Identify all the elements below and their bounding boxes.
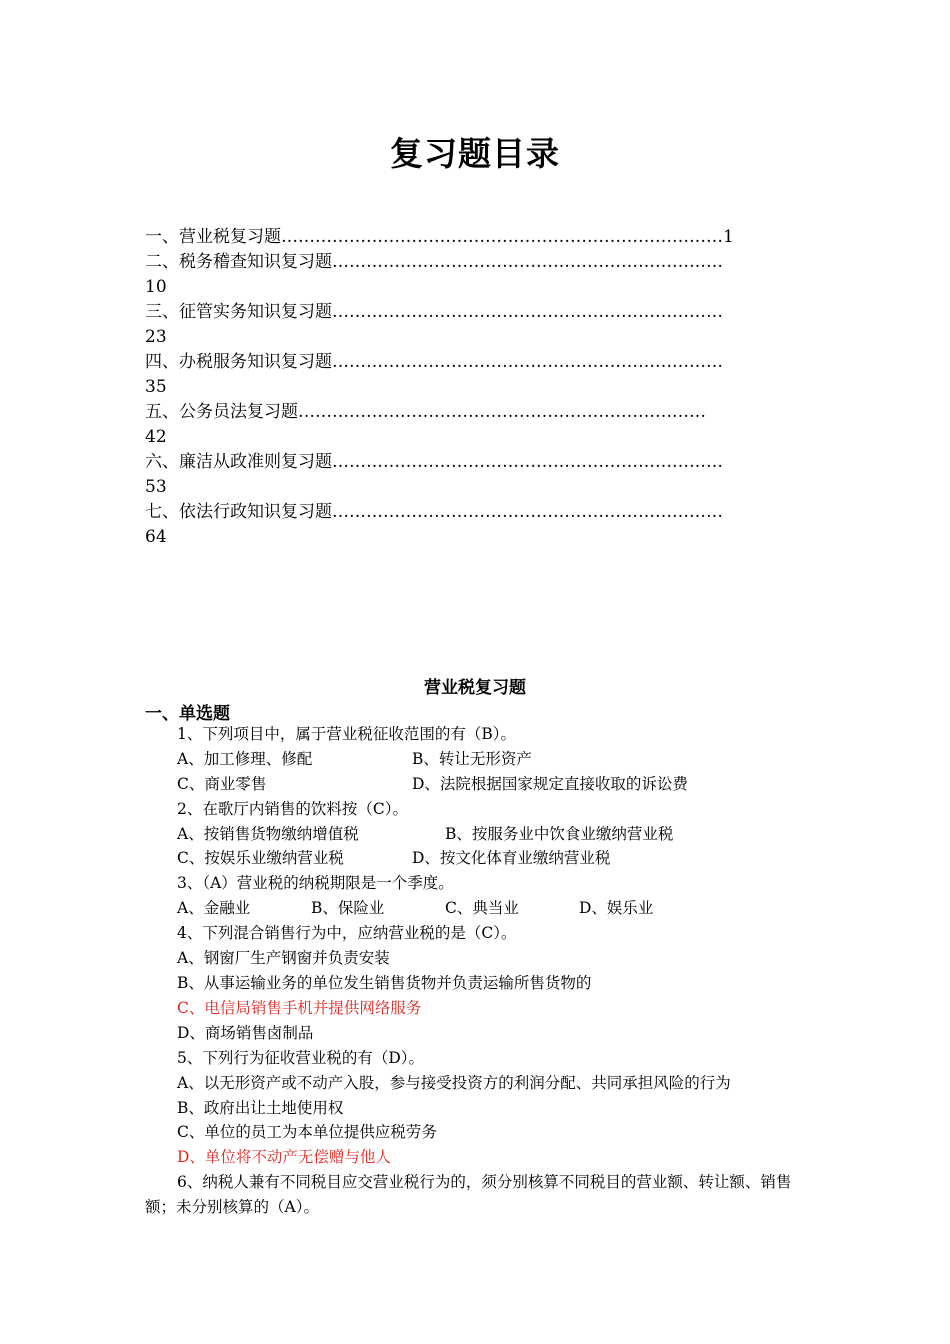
section-title: 营业税复习题 xyxy=(424,678,526,698)
toc-dots: …………………………………………………………… xyxy=(332,302,723,322)
question-3: 3、（A）营业税的纳税期限是一个季度。 xyxy=(177,874,454,893)
options-row xyxy=(145,747,805,772)
toc-label: 二、税务稽查知识复习题 xyxy=(145,252,332,272)
toc-page: 35 xyxy=(145,377,167,397)
toc-label: 七、依法行政知识复习题 xyxy=(145,502,332,522)
toc-item-3[interactable] xyxy=(145,300,805,350)
option-d: D、法院根据国家规定直接收取的诉讼费 xyxy=(412,774,688,793)
question-1: 1、下列项目中，属于营业税征收范围的有（B）。 xyxy=(177,725,517,743)
toc-dots: …………………………………………………………… xyxy=(332,252,723,272)
question-6: 6、纳税人兼有不同税目应交营业税行为的，须分别核算不同税目的营业额、转让额、销售额；未分别核算的（A）。 xyxy=(145,1173,792,1217)
option-b: B、保险业 xyxy=(311,899,385,918)
options-row xyxy=(145,896,805,921)
page-title: 复习题目录 xyxy=(390,134,560,173)
option-a: A、钢窗厂生产钢窗并负责安装 xyxy=(177,949,390,968)
option-d-answer: D、单位将不动产无偿赠与他人 xyxy=(177,1148,391,1167)
toc-dots: …………………………………………………………… xyxy=(332,352,723,372)
toc-dots: ……………………………………………………………… xyxy=(298,402,706,422)
option-d: D、按文化体育业缴纳营业税 xyxy=(412,849,611,868)
section-heading: 一、单选题 xyxy=(145,704,230,724)
toc-item-5[interactable] xyxy=(145,400,805,450)
option-d: D、商场销售卤制品 xyxy=(177,1023,314,1042)
option-a: A、金融业 xyxy=(177,899,251,918)
option-b: B、转让无形资产 xyxy=(412,749,532,768)
toc-item-2[interactable] xyxy=(145,250,805,300)
option-c: C、商业零售 xyxy=(177,774,267,793)
option-c: C、典当业 xyxy=(445,899,519,918)
toc-page: 10 xyxy=(145,277,167,297)
toc-label: 六、廉洁从政准则复习题 xyxy=(145,452,332,472)
option-a: A、以无形资产或不动产入股，参与接受投资方的利润分配、共同承担风险的行为 xyxy=(177,1073,731,1092)
toc-page: 42 xyxy=(145,427,167,447)
option-a: A、按销售货物缴纳增值税 xyxy=(177,824,359,843)
toc-item-7[interactable] xyxy=(145,500,805,550)
options-row xyxy=(145,846,805,871)
option-c: C、按娱乐业缴纳营业税 xyxy=(177,849,344,868)
toc-item-6[interactable] xyxy=(145,450,805,500)
question-5: 5、下列行为征收营业税的有（D）。 xyxy=(177,1048,425,1067)
toc-label: 四、办税服务知识复习题 xyxy=(145,352,332,372)
toc-page: 53 xyxy=(145,477,167,497)
options-row xyxy=(145,772,805,797)
toc-dots: …………………………………………………………… xyxy=(332,452,723,472)
option-b: B、按服务业中饮食业缴纳营业税 xyxy=(445,824,674,843)
option-d: D、娱乐业 xyxy=(579,899,654,918)
toc-item-4[interactable] xyxy=(145,350,805,400)
question-4: 4、下列混合销售行为中，应纳营业税的是（C）。 xyxy=(177,924,517,943)
question-2: 2、在歌厅内销售的饮料按（C）。 xyxy=(177,799,408,818)
toc-page: 23 xyxy=(145,327,167,347)
option-a: A、加工修理、修配 xyxy=(177,749,313,768)
question-list xyxy=(145,722,805,1220)
options-row xyxy=(145,822,805,847)
option-b: B、从事运输业务的单位发生销售货物并负责运输所售货物的 xyxy=(177,973,592,992)
toc-label: 一、营业税复习题 xyxy=(145,227,281,247)
toc-dots: …………………………………………………………… xyxy=(332,502,723,522)
toc-label: 五、公务员法复习题 xyxy=(145,402,298,422)
option-b: B、政府出让土地使用权 xyxy=(177,1098,344,1117)
table-of-contents xyxy=(145,225,805,550)
toc-dots: ……………………………………………………………………1 xyxy=(281,227,734,247)
toc-page: 64 xyxy=(145,527,167,547)
toc-label: 三、征管实务知识复习题 xyxy=(145,302,332,322)
option-c: C、单位的员工为本单位提供应税劳务 xyxy=(177,1123,437,1142)
option-c-answer: C、电信局销售手机并提供网络服务 xyxy=(177,998,422,1017)
toc-item-1[interactable] xyxy=(145,225,805,250)
